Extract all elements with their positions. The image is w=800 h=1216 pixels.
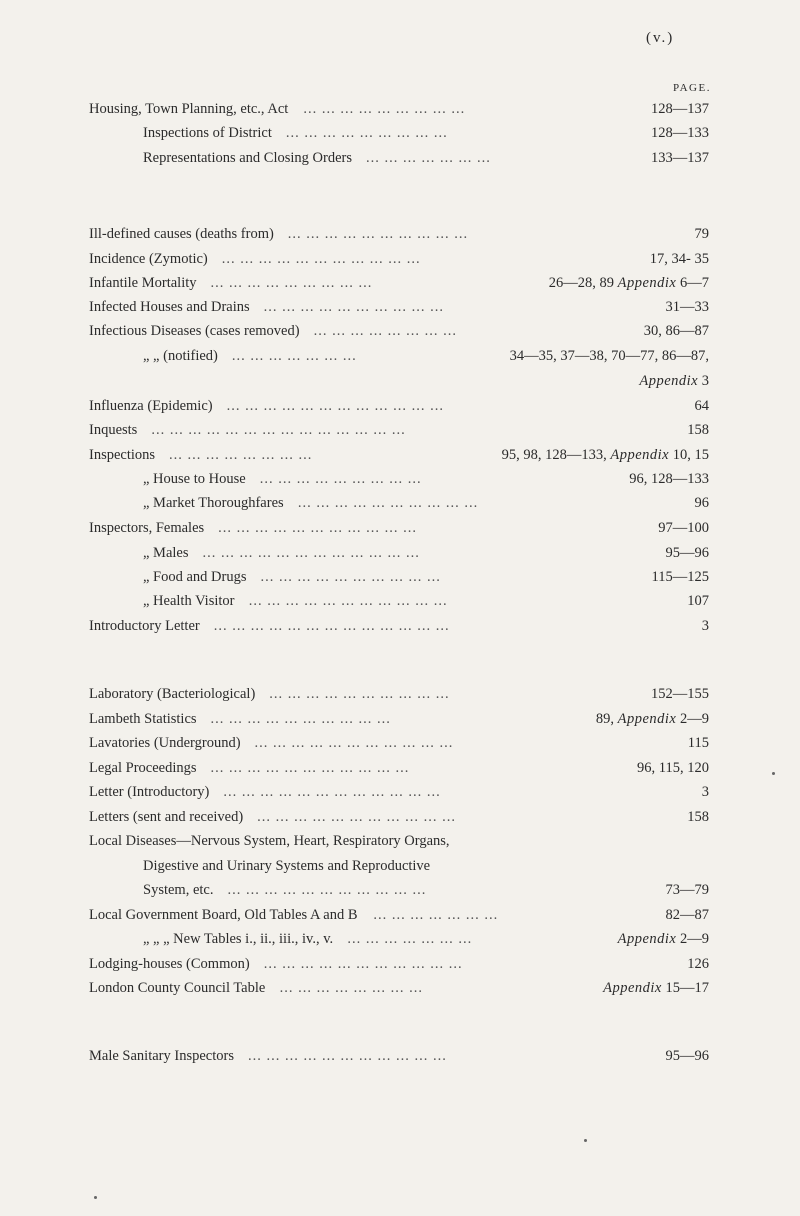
index-entry-page-ref: 128—137 xyxy=(651,101,709,117)
index-entry xyxy=(0,101,800,123)
leader-dots: ... ... ... ... ... ... ... ... ... ... ... xyxy=(227,882,427,898)
leader-dots: ... ... ... ... ... ... ... ... ... ... ... xyxy=(218,520,418,536)
index-entry-page-ref: 95, 98, 128—133, Appendix 10, 15 xyxy=(501,447,709,463)
leader-dots: ... ... ... ... ... ... ... xyxy=(373,907,499,923)
leader-dots: ... ... ... ... ... ... ... ... ... ... ... xyxy=(254,735,454,751)
index-entry xyxy=(0,735,800,757)
index-entry xyxy=(0,931,800,953)
index-entry-label: Incidence (Zymotic) xyxy=(89,251,208,267)
index-entry-page-ref: 107 xyxy=(687,593,709,609)
speck xyxy=(584,1139,587,1142)
index-entry-label: Local Diseases—Nervous System, Heart, Respiratory Organs, xyxy=(89,833,450,849)
leader-dots: ... ... ... ... ... ... ... ... ... ... xyxy=(210,711,391,727)
index-entry xyxy=(0,299,800,321)
index-entry-label: Inspections of District xyxy=(143,125,272,141)
leader-dots: ... ... ... ... ... ... ... ... ... ... ... xyxy=(263,956,463,972)
index-entry-label: Inquests xyxy=(89,422,138,438)
index-entry-page-ref: 152—155 xyxy=(651,686,709,702)
index-entry-label: Lavatories (Underground) xyxy=(89,735,241,751)
index-entry-label: Lodging-houses (Common) xyxy=(89,956,250,972)
index-entry-label: Letters (sent and received) xyxy=(89,809,244,825)
index-entry-page-ref: 30, 86—87 xyxy=(643,323,709,339)
index-entry-label: „ Males xyxy=(143,545,189,561)
index-entry xyxy=(0,422,800,444)
index-entry xyxy=(0,545,800,567)
leader-dots: ... ... ... ... ... ... ... ... ... ... ... ... ... ... xyxy=(151,422,406,438)
index-entry-label: Inspectors, Females xyxy=(89,520,205,536)
index-entry xyxy=(0,858,800,880)
index-entry-label: „ Health Visitor xyxy=(143,593,235,609)
index-entry xyxy=(0,711,800,733)
index-entry xyxy=(0,809,800,831)
leader-dots: ... ... ... ... ... ... ... ... ... ... xyxy=(263,299,445,315)
index-entry-page-ref: 31—33 xyxy=(665,299,709,315)
index-entry-label: Local Government Board, Old Tables A and B xyxy=(89,907,358,923)
index-entry-label: „ Food and Drugs xyxy=(143,569,247,585)
index-entry-page-ref: 133—137 xyxy=(651,150,709,166)
leader-dots: ... ... ... ... ... ... ... ... ... xyxy=(285,125,448,141)
index-entry xyxy=(0,907,800,929)
index-entry xyxy=(0,150,800,172)
leader-dots: ... ... ... ... ... ... ... ... ... ... xyxy=(297,495,479,511)
leader-dots: ... ... ... ... ... ... ... ... ... ... ... xyxy=(221,251,421,267)
index-entry xyxy=(0,686,800,708)
index-entry-page-ref: 115 xyxy=(687,735,709,751)
index-entry xyxy=(0,398,800,420)
index-entry-page-ref: 3 xyxy=(701,784,709,800)
leader-dots: ... ... ... ... ... ... ... ... ... xyxy=(303,101,466,117)
appendix-word: Appendix xyxy=(603,980,662,996)
index-entry-label: „ „ „ New Tables i., ii., iii., iv., v. xyxy=(143,931,334,947)
leader-dots: ... ... ... ... ... ... ... ... ... ... xyxy=(269,686,450,702)
index-entry-page-ref: 95—96 xyxy=(665,545,709,561)
leader-dots: ... ... ... ... ... ... ... xyxy=(347,931,473,947)
leader-dots: ... ... ... ... ... ... ... ... ... ... xyxy=(287,226,469,242)
index-entry xyxy=(0,348,800,370)
index-entry-label: Housing, Town Planning, etc., Act xyxy=(89,101,289,117)
index-entry-page-ref: 158 xyxy=(687,422,709,438)
leader-dots: ... ... ... ... ... ... ... ... ... ... xyxy=(260,569,441,585)
index-entry-page-ref: 73—79 xyxy=(665,882,709,898)
page-column-heading: PAGE. xyxy=(673,82,711,94)
leader-dots: ... ... ... ... ... ... ... ... ... ... ... ... xyxy=(226,398,444,414)
leader-dots: ... ... ... ... ... ... ... ... ... xyxy=(210,275,373,291)
leader-dots: ... ... ... ... ... ... ... ... xyxy=(313,323,457,339)
index-entry xyxy=(0,226,800,248)
leader-dots: ... ... ... ... ... ... ... ... ... ... ... xyxy=(247,1048,447,1064)
leader-dots: ... ... ... ... ... ... ... ... xyxy=(279,980,423,996)
leader-dots: ... ... ... ... ... ... ... xyxy=(231,348,357,364)
index-entry-page-ref: 158 xyxy=(687,809,709,825)
leader-dots: ... ... ... ... ... ... ... ... ... ... ... ... xyxy=(223,784,441,800)
index-entry-label: System, etc. xyxy=(143,882,214,898)
index-entry-label: Introductory Letter xyxy=(89,618,200,634)
index-entry xyxy=(0,471,800,493)
appendix-word: Appendix xyxy=(617,931,677,947)
speck xyxy=(94,1196,97,1199)
index-entry-label: „ „ (notified) xyxy=(143,348,218,364)
index-entry xyxy=(0,784,800,806)
index-entry-page-ref: 82—87 xyxy=(665,907,709,923)
index-entry-page-ref: 96, 115, 120 xyxy=(637,760,709,776)
index-entry-label: Male Sanitary Inspectors xyxy=(89,1048,234,1064)
index-entry-page-ref: 89, Appendix 2—9 xyxy=(595,711,709,727)
appendix-word: Appendix xyxy=(617,275,677,291)
index-entry-label: Influenza (Epidemic) xyxy=(89,398,213,414)
index-entry-page-ref: 17, 34- 35 xyxy=(649,251,709,267)
leader-dots: ... ... ... ... ... ... ... ... ... ... ... xyxy=(210,760,410,776)
index-entry xyxy=(0,760,800,782)
leader-dots: ... ... ... ... ... ... ... ... ... xyxy=(259,471,422,487)
index-entry xyxy=(0,275,800,297)
leader-dots: ... ... ... ... ... ... ... xyxy=(366,150,491,166)
index-entry-page-ref: 34—35, 37—38, 70—77, 86—87, xyxy=(509,348,709,364)
speck xyxy=(772,772,775,775)
index-entry xyxy=(0,980,800,1002)
index-entry xyxy=(0,882,800,904)
index-entry-label: Infectious Diseases (cases removed) xyxy=(89,323,300,339)
index-entry-page-ref: 97—100 xyxy=(658,520,709,536)
leader-dots: ... ... ... ... ... ... ... ... ... ... ... xyxy=(248,593,448,609)
index-entry xyxy=(0,125,800,147)
index-entry-page-ref: 96 xyxy=(694,495,709,511)
appendix-word: Appendix xyxy=(617,711,677,727)
leader-dots: ... ... ... ... ... ... ... ... ... ... ... ... ... xyxy=(213,618,450,634)
index-entry-page-ref: 95—96 xyxy=(665,1048,709,1064)
index-entry-page-ref: 96, 128—133 xyxy=(629,471,709,487)
index-entry-label: Letter (Introductory) xyxy=(89,784,210,800)
index-entry-page-ref: 26—28, 89 Appendix 6—7 xyxy=(548,275,709,291)
leader-dots: ... ... ... ... ... ... ... ... xyxy=(169,447,313,463)
index-entry-page-ref: 115—125 xyxy=(651,569,709,585)
index-entry-label: Ill-defined causes (deaths from) xyxy=(89,226,274,242)
index-entry-page-ref: 3 xyxy=(701,618,709,634)
index-entry xyxy=(0,373,800,395)
index-entry-page-ref: 126 xyxy=(687,956,709,972)
leader-dots: ... ... ... ... ... ... ... ... ... ... ... ... xyxy=(202,545,420,561)
index-entry-label: London County Council Table xyxy=(89,980,266,996)
page-number: (v.) xyxy=(646,30,675,46)
index-entry xyxy=(0,1048,800,1070)
leader-dots: ... ... ... ... ... ... ... ... ... ... ... xyxy=(257,809,457,825)
index-entry-page-ref: Appendix 2—9 xyxy=(617,931,709,947)
index-entry-label: Representations and Closing Orders xyxy=(143,150,353,166)
index-entry xyxy=(0,833,800,855)
index-entry-label: „ Market Thoroughfares xyxy=(143,495,284,511)
index-entry-page-ref: Appendix 15—17 xyxy=(603,980,709,996)
index-entry-label: Infantile Mortality xyxy=(89,275,197,291)
appendix-word: Appendix xyxy=(639,373,699,389)
index-entry-label: Laboratory (Bacteriological) xyxy=(89,686,256,702)
index-entry xyxy=(0,618,800,640)
index-entry-page-ref: 64 xyxy=(694,398,709,414)
index-entry xyxy=(0,569,800,591)
index-entry xyxy=(0,251,800,273)
index-entry-label: Digestive and Urinary Systems and Reproductive xyxy=(143,858,431,874)
index-entry xyxy=(0,323,800,345)
index-entry xyxy=(0,593,800,615)
appendix-word: Appendix xyxy=(610,447,670,463)
index-entry-page-ref: 79 xyxy=(694,226,709,242)
index-entry-page-ref: Appendix 3 xyxy=(639,373,709,389)
index-entry-label: Lambeth Statistics xyxy=(89,711,197,727)
index-entry-label: Inspections xyxy=(89,447,156,463)
index-entry xyxy=(0,495,800,517)
index-entry-label: Legal Proceedings xyxy=(89,760,197,776)
index-entry-page-ref: 128—133 xyxy=(651,125,709,141)
index-entry xyxy=(0,956,800,978)
index-entry xyxy=(0,447,800,469)
index-entry xyxy=(0,520,800,542)
index-entry-label: Infected Houses and Drains xyxy=(89,299,250,315)
index-entry-label: „ House to House xyxy=(143,471,246,487)
